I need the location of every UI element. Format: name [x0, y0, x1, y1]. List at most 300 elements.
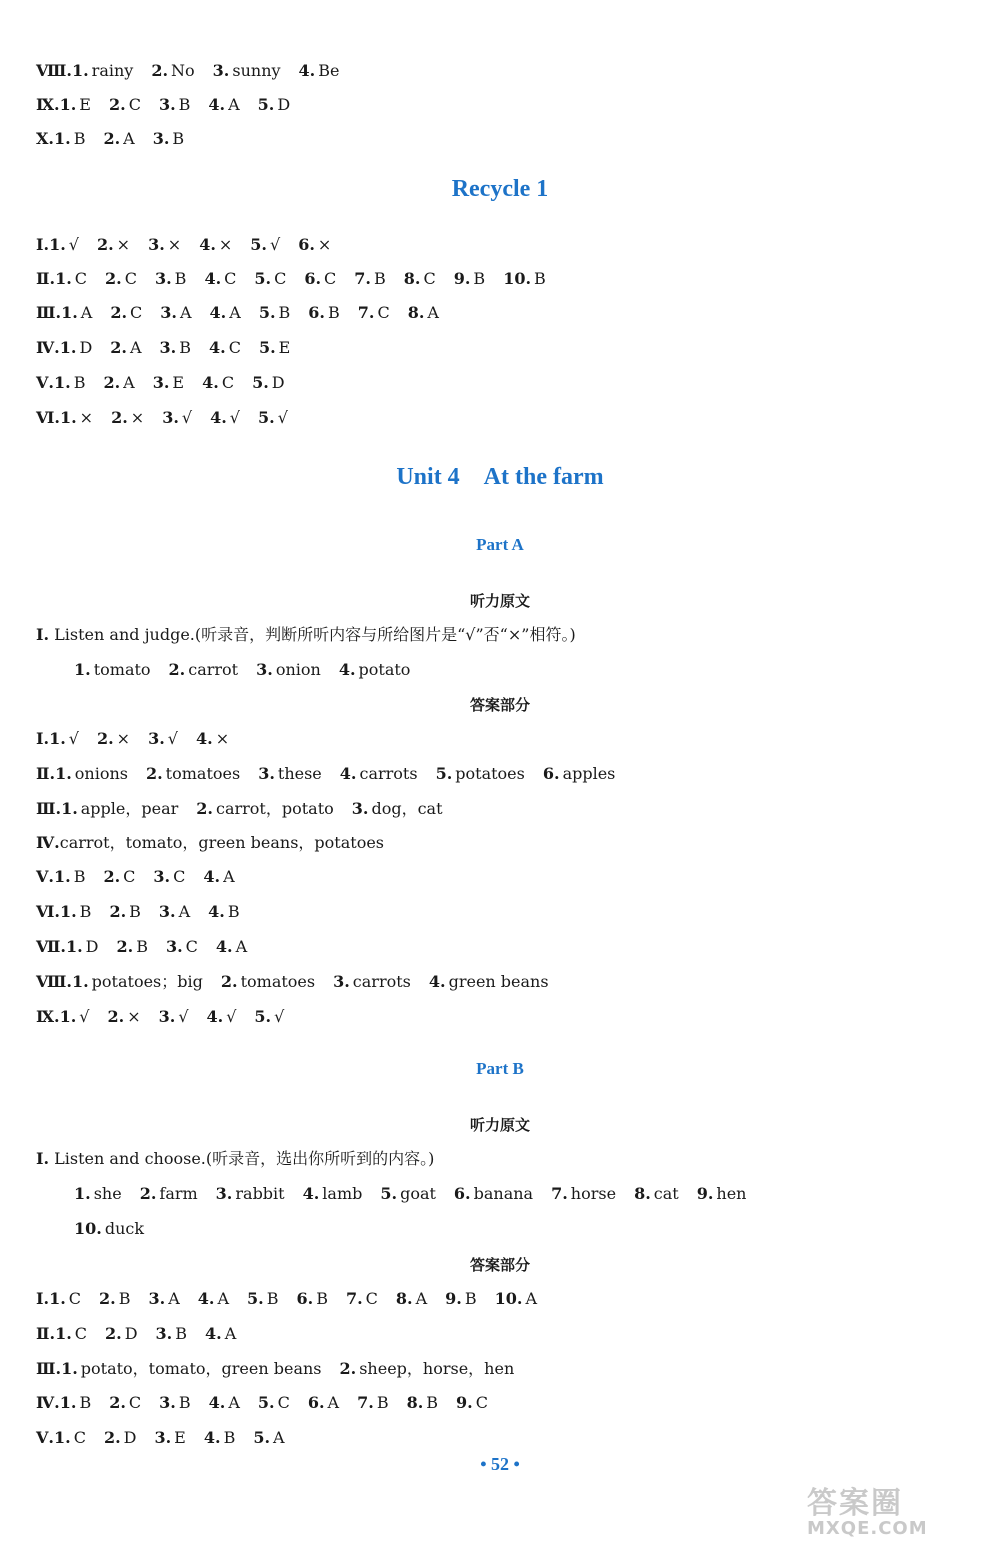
answer-item — [445, 1286, 476, 1312]
answer-item — [153, 864, 185, 890]
item-answer: B — [426, 1393, 439, 1412]
answer-item — [258, 1390, 290, 1416]
item-number: 3. — [148, 1289, 166, 1308]
item-number: 3. — [158, 95, 176, 114]
answer-item — [109, 899, 140, 925]
item-number: 2. — [105, 269, 122, 288]
item-answer: B — [316, 1289, 328, 1308]
part-b-answer-3 — [36, 1356, 532, 1382]
item-answer: potato，tomato，green beans — [80, 1359, 322, 1378]
item-number: 8. — [395, 1289, 413, 1308]
answer-item — [60, 1390, 91, 1416]
answer-item — [72, 58, 133, 84]
item-answer: A — [80, 303, 93, 322]
item-number: 1. — [71, 972, 89, 991]
answer-item — [199, 232, 232, 258]
item-number: 2. — [96, 729, 114, 748]
item-answer: horse — [570, 1184, 617, 1203]
item-answer: C — [277, 1393, 290, 1412]
answer-item — [148, 1286, 179, 1312]
item-number: 3. — [154, 269, 172, 288]
item-number: 1. — [49, 729, 66, 748]
answer-item — [396, 1286, 427, 1312]
item-number: 1. — [53, 1428, 71, 1447]
item-answer: No — [171, 61, 195, 80]
item-answer: B — [473, 269, 486, 288]
item-answer: onions — [74, 764, 128, 783]
item-answer: × — [79, 408, 94, 427]
roman-numeral: Ⅵ. — [36, 902, 60, 921]
item-answer: A — [228, 95, 240, 114]
recycle-line-1 — [36, 232, 349, 258]
answer-item — [404, 266, 436, 292]
item-answer: A — [273, 1428, 285, 1447]
roman-numeral: Ⅱ. — [36, 1324, 56, 1343]
item-number: 6. — [308, 303, 325, 322]
item-number: 4. — [199, 235, 216, 254]
item-number: 3. — [148, 235, 165, 254]
part-a-listening-intro — [36, 622, 576, 648]
roman-numeral: Ⅳ. — [36, 833, 60, 852]
answer-item — [148, 726, 178, 752]
roman-numeral: Ⅳ. — [36, 338, 60, 357]
item-answer: A — [179, 303, 192, 322]
roman-numeral: Ⅵ. — [36, 408, 60, 427]
answer-item — [110, 335, 141, 361]
answer-item — [60, 92, 91, 118]
item-answer: C — [173, 867, 186, 886]
roman-numeral: Ⅸ. — [36, 95, 60, 114]
item-answer: C — [73, 1428, 86, 1447]
roman-numeral: Ⅲ. — [36, 1359, 62, 1378]
item-answer: C — [377, 303, 390, 322]
answer-item — [259, 300, 290, 326]
answer-item — [634, 1181, 679, 1207]
item-answer: D — [271, 373, 285, 392]
item-number: 5. — [380, 1184, 398, 1203]
item-number: 3. — [155, 1324, 173, 1343]
item-answer: farm — [159, 1184, 198, 1203]
answer-item — [153, 126, 184, 152]
item-number: 2. — [109, 902, 127, 921]
part-b-listening-heading: 听力原文 — [469, 1116, 530, 1134]
item-number: 2. — [103, 1428, 121, 1447]
item-answer: D — [85, 937, 99, 956]
item-answer: C — [423, 269, 436, 288]
answer-item — [99, 1286, 130, 1312]
item-number: 6. — [296, 1289, 314, 1308]
answer-item — [60, 899, 91, 925]
answer-item — [54, 370, 85, 396]
answer-item — [54, 1425, 86, 1451]
item-answer: A — [427, 303, 439, 322]
item-number: 1. — [55, 764, 72, 783]
answer-item — [159, 92, 190, 118]
item-answer: A — [228, 1393, 240, 1412]
item-answer: B — [227, 902, 240, 921]
item-number: 3. — [158, 1007, 176, 1026]
item-answer: B — [327, 303, 340, 322]
roman-numeral: Ⅰ. — [36, 1289, 50, 1308]
item-answer: D — [277, 95, 291, 114]
item-number: 2. — [110, 338, 127, 357]
item-answer: B — [136, 937, 148, 956]
item-number: 6. — [307, 1393, 325, 1412]
item-answer: C — [123, 867, 136, 886]
item-answer: potato — [358, 660, 411, 679]
roman-numeral: Ⅶ. — [36, 937, 66, 956]
item-answer: B — [79, 1393, 92, 1412]
answer-item — [74, 657, 151, 683]
part-a-answer-9 — [36, 1004, 302, 1030]
item-number: 1. — [74, 1184, 91, 1203]
item-answer: E — [172, 373, 185, 392]
roman-numeral: Ⅰ. — [36, 729, 50, 748]
item-answer: × — [218, 235, 233, 254]
answer-item — [153, 370, 184, 396]
item-number: 2. — [220, 972, 238, 991]
answer-item — [216, 934, 247, 960]
item-answer: goat — [400, 1184, 436, 1203]
item-answer: × — [167, 235, 182, 254]
answer-item — [454, 1181, 533, 1207]
item-number: 5. — [252, 373, 269, 392]
item-answer: × — [215, 729, 230, 748]
item-answer: B — [73, 129, 86, 148]
item-answer: E — [79, 95, 91, 114]
item-answer: banana — [473, 1184, 534, 1203]
roman-numeral: Ⅴ. — [36, 373, 54, 392]
item-number: 4. — [202, 373, 219, 392]
answer-item — [74, 1216, 144, 1242]
item-number: 4. — [209, 338, 226, 357]
item-answer: C — [128, 95, 141, 114]
item-answer: A — [129, 338, 142, 357]
item-answer: rainy — [91, 61, 134, 80]
item-number: 3. — [148, 729, 165, 748]
answer-item — [49, 232, 79, 258]
part-a-title: Part A — [476, 535, 524, 554]
item-answer: B — [278, 303, 291, 322]
answer-item — [340, 1356, 515, 1382]
item-number: 7. — [551, 1184, 568, 1203]
item-answer: A — [168, 1289, 180, 1308]
item-answer: C — [128, 1393, 142, 1412]
item-number: 8. — [407, 303, 425, 322]
answer-item — [55, 266, 87, 292]
item-number: 2. — [109, 1393, 126, 1412]
item-answer: E — [174, 1428, 186, 1447]
item-answer: apples — [562, 764, 616, 783]
answer-item — [60, 830, 384, 856]
item-number: 2. — [168, 660, 186, 679]
item-answer: A — [235, 937, 248, 956]
item-number: 5. — [250, 235, 267, 254]
part-b-answer-2 — [36, 1321, 254, 1347]
roman-numeral: Ⅴ. — [36, 867, 54, 886]
item-number: 9. — [445, 1289, 462, 1308]
item-number: 1. — [53, 867, 71, 886]
answer-item — [258, 761, 322, 787]
item-number: 4. — [302, 1184, 320, 1203]
answer-item — [250, 232, 280, 258]
item-number: 5. — [257, 1393, 275, 1412]
item-number: 2. — [103, 373, 121, 392]
item-answer: tomatoes — [165, 764, 241, 783]
item-number: 5. — [254, 1007, 272, 1026]
item-answer: carrot，potato — [215, 799, 334, 818]
recycle-line-4 — [36, 335, 308, 361]
item-number: 3. — [333, 972, 350, 991]
answer-line-top-9 — [36, 92, 308, 118]
answer-item — [61, 300, 92, 326]
answer-item — [196, 726, 229, 752]
part-b-answer-heading: 答案部分 — [469, 1256, 530, 1274]
item-number: 6. — [298, 235, 315, 254]
item-number: 2. — [145, 764, 163, 783]
watermark-url: MXQE.COM — [807, 1518, 928, 1539]
item-number: 3. — [153, 867, 171, 886]
item-answer: D — [123, 1428, 137, 1447]
item-number: 6. — [453, 1184, 471, 1203]
item-answer: B — [79, 902, 92, 921]
roman-numeral: Ⅹ. — [36, 129, 54, 148]
answer-item — [55, 761, 128, 787]
item-answer: √ — [274, 1007, 285, 1026]
answer-item — [213, 58, 281, 84]
part-b-listening-intro — [36, 1146, 434, 1172]
answer-line-top-8 — [36, 58, 357, 84]
roman-numeral: Ⅰ. — [36, 235, 50, 254]
answer-item — [169, 657, 239, 683]
item-number: 3. — [212, 61, 230, 80]
answer-item — [108, 1004, 141, 1030]
answer-item — [159, 899, 190, 925]
recycle-title: Recycle 1 — [451, 176, 549, 202]
item-answer: B — [178, 1393, 191, 1412]
answer-item — [296, 1286, 327, 1312]
answer-item — [74, 1181, 122, 1207]
answer-item — [110, 300, 142, 326]
item-answer: tomatoes — [240, 972, 316, 991]
item-number: 5. — [253, 1428, 271, 1447]
item-number: 3. — [154, 1428, 172, 1447]
part-a-answer-5 — [36, 864, 253, 890]
answer-item — [207, 1004, 237, 1030]
recycle-line-3 — [36, 300, 457, 326]
roman-numeral: Ⅱ. — [36, 764, 56, 783]
roman-numeral: Ⅷ. — [36, 972, 72, 991]
item-number: 2. — [110, 303, 128, 322]
item-number: 10. — [503, 269, 532, 288]
item-answer: C — [68, 1289, 82, 1308]
answer-item — [61, 796, 178, 822]
part-a-answer-heading: 答案部分 — [469, 696, 530, 714]
item-number: 6. — [304, 269, 322, 288]
answer-item — [380, 1181, 436, 1207]
answer-item — [333, 969, 411, 995]
part-a-listening-heading: 听力原文 — [469, 592, 530, 610]
answer-item — [151, 58, 194, 84]
item-answer: B — [534, 269, 546, 288]
item-answer: B — [118, 1289, 131, 1308]
part-a-answer-8 — [36, 969, 567, 995]
item-answer: C — [228, 338, 241, 357]
item-number: 1. — [59, 902, 77, 921]
item-answer: × — [116, 729, 131, 748]
part-a-answer-1 — [36, 726, 247, 752]
item-number: 9. — [456, 1393, 473, 1412]
part-a-answer-7 — [36, 934, 265, 960]
site-watermark — [807, 1478, 982, 1539]
item-number: 8. — [403, 269, 421, 288]
answer-item — [104, 1425, 137, 1451]
answer-item — [456, 1390, 488, 1416]
item-answer: potatoes；big — [91, 972, 203, 991]
answer-item — [551, 1181, 616, 1207]
answer-item — [253, 1425, 284, 1451]
answer-item — [358, 300, 390, 326]
instruction-text: Listen and judge.(听录音，判断所听内容与所给图片是“√”否“×”相符。) — [54, 625, 576, 644]
answer-item — [204, 266, 236, 292]
item-answer: potatoes — [455, 764, 525, 783]
item-answer: A — [327, 1393, 340, 1412]
item-number: 4. — [208, 902, 225, 921]
item-answer: C — [475, 1393, 488, 1412]
item-number: 1. — [49, 1289, 66, 1308]
item-answer: √ — [270, 235, 281, 254]
answer-item — [160, 335, 191, 361]
item-number: 1. — [65, 937, 83, 956]
roman-numeral: Ⅸ. — [36, 1007, 60, 1026]
answer-item — [111, 405, 144, 431]
answer-item — [154, 1425, 185, 1451]
answer-item — [159, 1390, 190, 1416]
answer-item — [697, 1181, 747, 1207]
item-answer: A — [217, 1289, 230, 1308]
item-number: 5. — [247, 1289, 264, 1308]
item-answer: C — [221, 373, 235, 392]
item-number: 7. — [357, 1393, 374, 1412]
item-answer: × — [127, 1007, 141, 1026]
answer-item — [196, 796, 333, 822]
item-answer: √ — [226, 1007, 237, 1026]
item-number: 2. — [108, 95, 126, 114]
item-number: 4. — [215, 937, 233, 956]
answer-item — [160, 300, 191, 326]
answer-item — [155, 266, 186, 292]
item-answer: D — [124, 1324, 138, 1343]
roman-numeral: Ⅲ. — [36, 799, 62, 818]
item-number: 3. — [256, 660, 273, 679]
answer-item — [117, 934, 148, 960]
item-number: 4. — [203, 1428, 221, 1447]
item-answer: lamb — [322, 1184, 363, 1203]
answer-item — [308, 300, 339, 326]
item-answer: C — [74, 1324, 88, 1343]
item-number: 4. — [339, 764, 357, 783]
answer-item — [103, 864, 135, 890]
item-answer: √ — [68, 729, 79, 748]
answer-item — [254, 266, 286, 292]
answer-item — [72, 969, 203, 995]
recycle-line-6 — [36, 405, 306, 431]
answer-item — [109, 92, 141, 118]
item-answer: B — [175, 1324, 188, 1343]
part-a-answer-6 — [36, 899, 258, 925]
answer-item — [208, 92, 239, 118]
item-number: 5. — [258, 338, 276, 357]
part-b-title: Part B — [476, 1059, 524, 1078]
item-answer: duck — [104, 1219, 145, 1238]
answer-item — [210, 300, 241, 326]
answer-item — [162, 405, 192, 431]
item-number: 2. — [116, 937, 134, 956]
item-number: 2. — [111, 408, 128, 427]
item-number: 2. — [103, 129, 121, 148]
item-number: 7. — [345, 1289, 363, 1308]
item-number: 3. — [158, 902, 176, 921]
answer-item — [166, 934, 198, 960]
answer-item — [339, 657, 411, 683]
answer-item — [54, 864, 85, 890]
item-number: 6. — [542, 764, 560, 783]
answer-item — [303, 1181, 363, 1207]
item-answer: A — [415, 1289, 428, 1308]
answer-item — [254, 1004, 284, 1030]
item-answer: × — [130, 408, 145, 427]
item-number: 1. — [55, 1324, 72, 1343]
answer-line-top-10 — [36, 126, 202, 152]
item-number: 2. — [99, 1289, 116, 1308]
roman-numeral: Ⅱ. — [36, 269, 56, 288]
item-number: 3. — [159, 338, 177, 357]
answer-item — [407, 1390, 438, 1416]
item-number: 3. — [215, 1184, 233, 1203]
item-number: 4. — [195, 729, 213, 748]
item-number: 2. — [105, 1324, 122, 1343]
answer-item — [543, 761, 616, 787]
item-number: 1. — [59, 1393, 77, 1412]
item-answer: B — [129, 902, 141, 921]
answer-item — [252, 370, 285, 396]
item-answer: × — [116, 235, 131, 254]
answer-item — [109, 1390, 141, 1416]
item-number: 4. — [204, 269, 222, 288]
item-number: 4. — [208, 95, 226, 114]
answer-item — [209, 335, 241, 361]
item-number: 2. — [103, 867, 121, 886]
item-answer: A — [123, 373, 135, 392]
item-answer: carrot — [188, 660, 239, 679]
answer-item — [60, 1004, 90, 1030]
answer-item — [354, 266, 385, 292]
answer-item — [454, 266, 485, 292]
item-answer: B — [223, 1428, 236, 1447]
item-number: 1. — [53, 373, 71, 392]
item-answer: C — [185, 937, 198, 956]
part-b-answer-5 — [36, 1425, 303, 1451]
item-answer: D — [79, 338, 93, 357]
item-answer: B — [464, 1289, 477, 1308]
item-number: 4. — [209, 303, 227, 322]
item-answer: C — [365, 1289, 378, 1308]
item-number: 1. — [61, 303, 78, 322]
answer-item — [216, 1181, 285, 1207]
item-number: 5. — [435, 764, 453, 783]
answer-item — [140, 1181, 198, 1207]
item-answer: √ — [68, 235, 79, 254]
